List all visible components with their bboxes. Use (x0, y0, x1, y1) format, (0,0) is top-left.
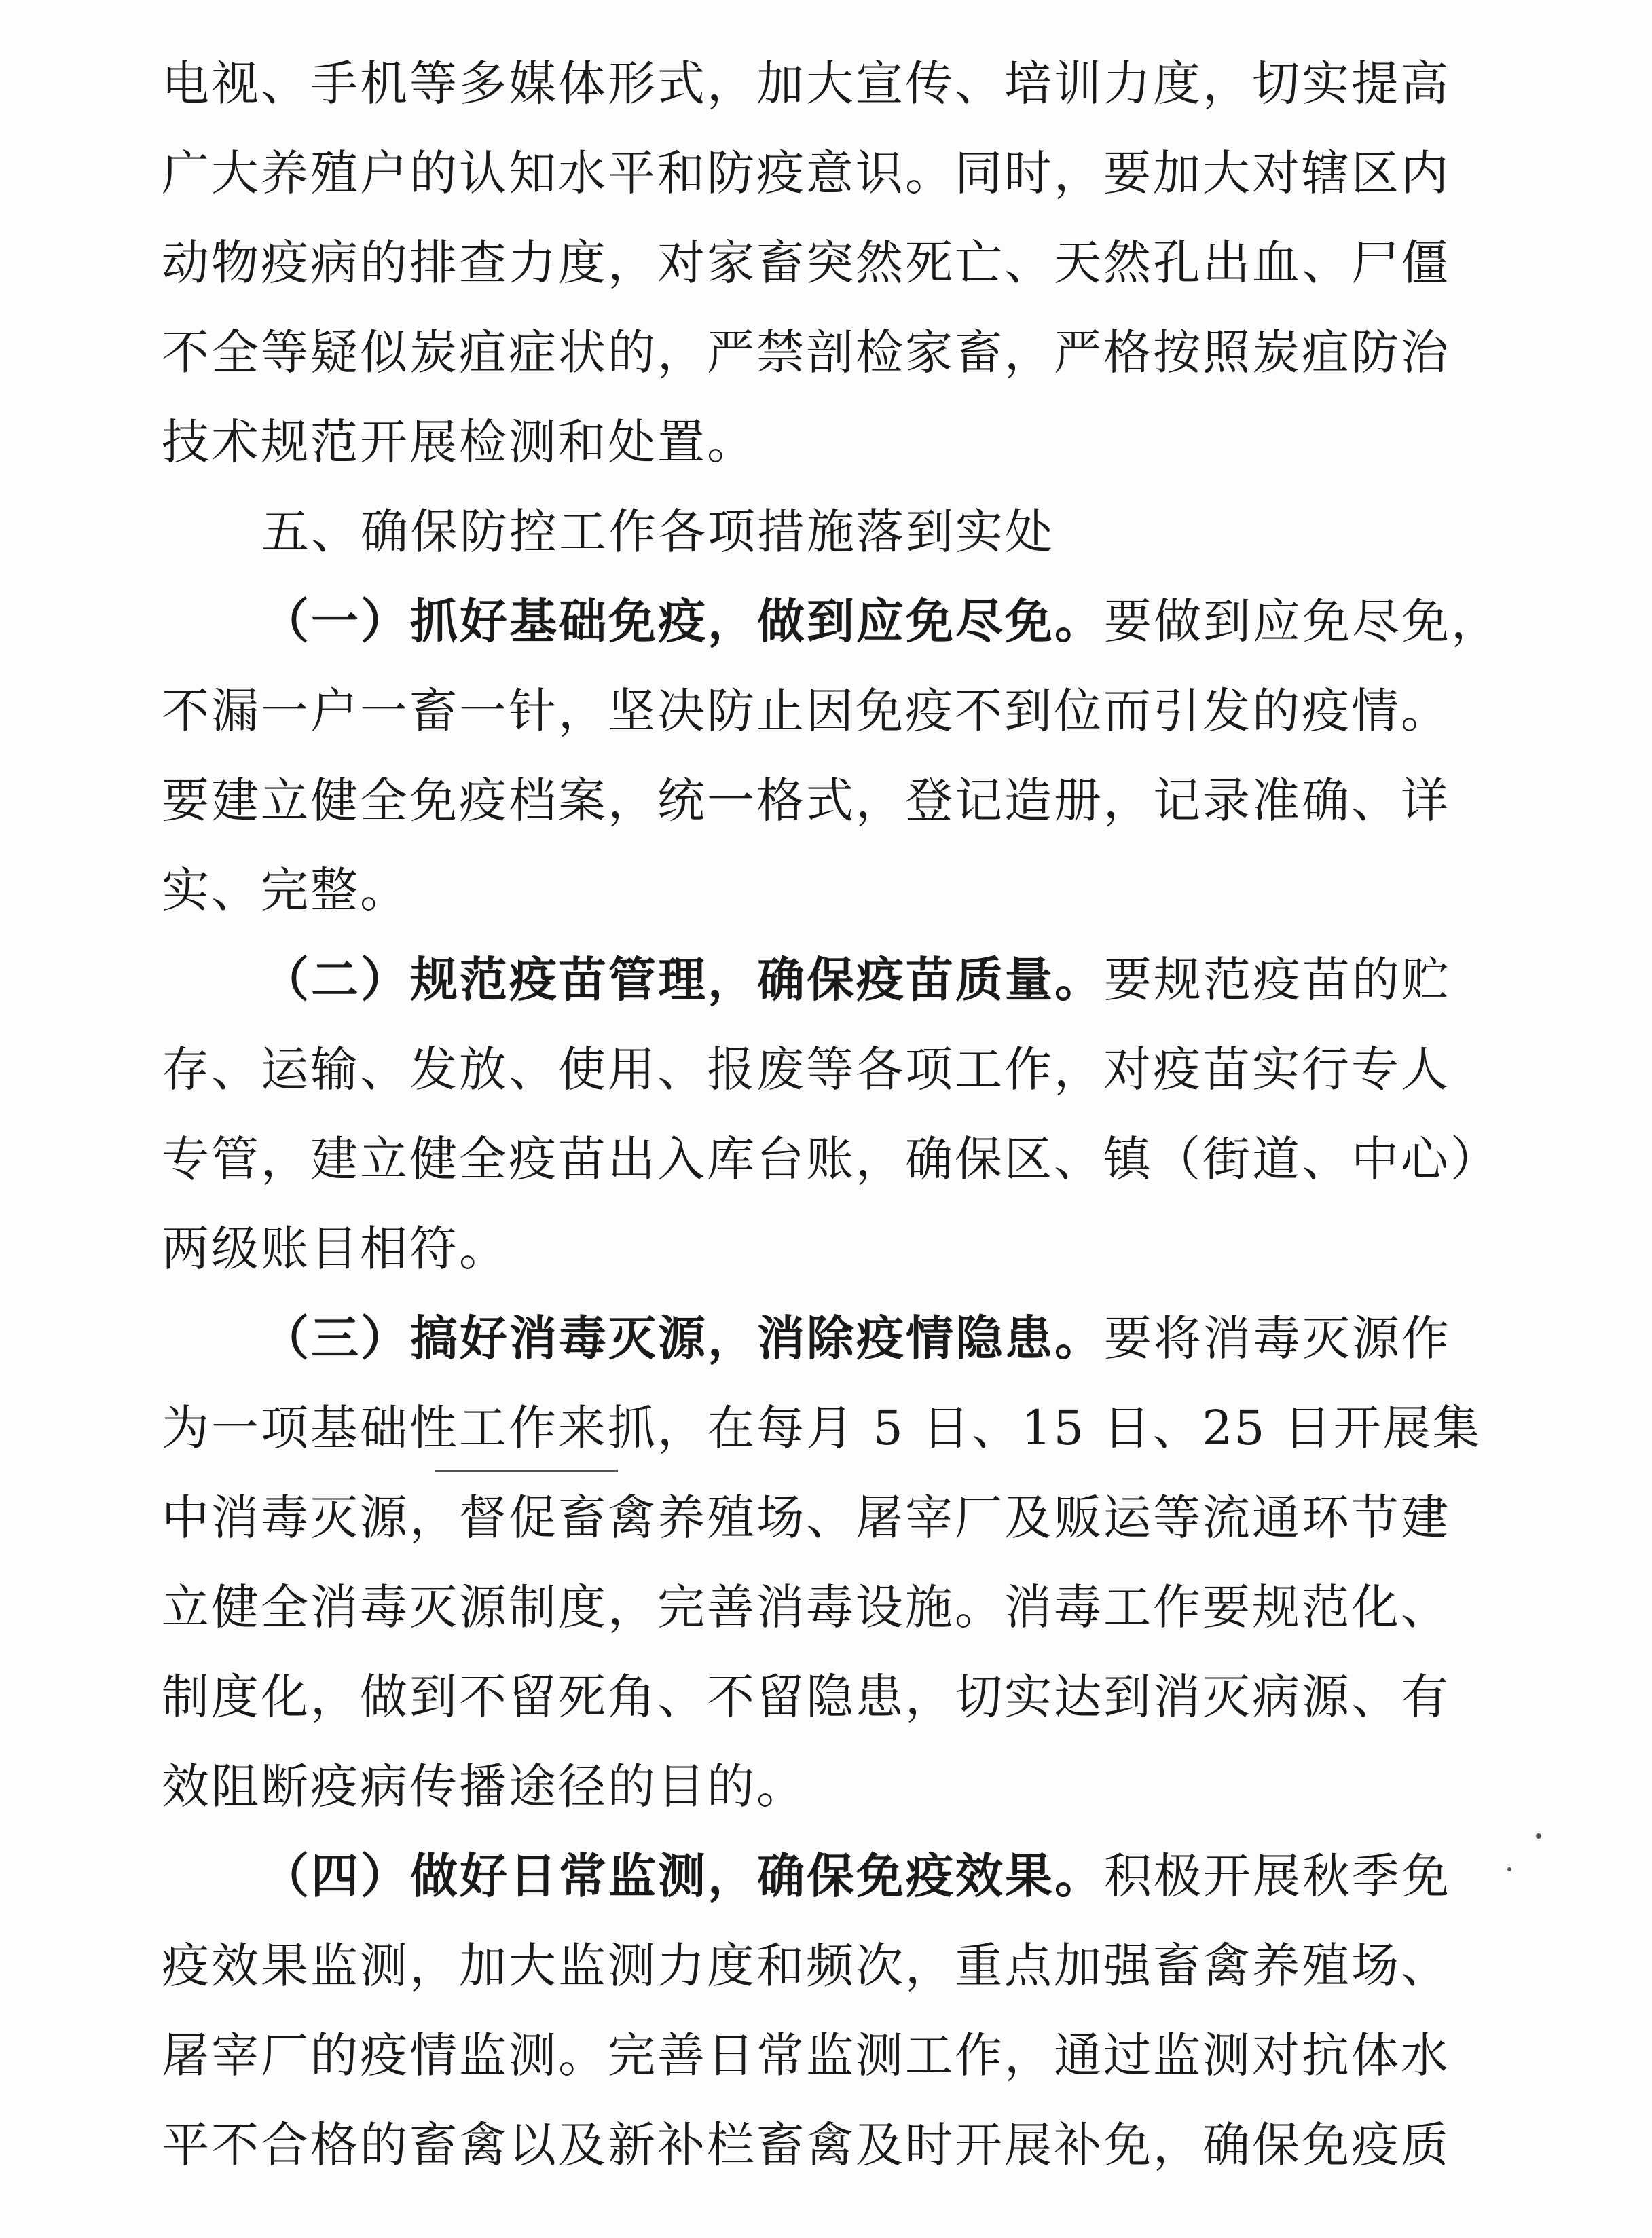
scan-artifact-dot (1507, 1867, 1511, 1871)
item-heading: （一）抓好基础免疫，做到应免尽免。 (261, 593, 1104, 649)
body-text-line: 两级账目相符。 (162, 1221, 509, 1277)
body-text-line: 疫效果监测，加大监测力度和频次，重点加强畜禽养殖场、 (162, 1938, 1450, 1994)
scan-artifact-line (435, 1470, 618, 1472)
item-first-line (261, 1846, 1451, 1907)
body-text-line: 技术规范开展检测和处置。 (162, 414, 756, 470)
item-first-line (261, 949, 1451, 1010)
body-text-line: 效阻断疫病传播途径的目的。 (162, 1759, 806, 1814)
item-text: 要将消毒灭源作 (1104, 1310, 1451, 1366)
scan-artifact-dot (1536, 1833, 1541, 1839)
item-text: 要规范疫苗的贮 (1104, 952, 1451, 1008)
item-text: 积极开展秋季免 (1104, 1848, 1451, 1904)
body-text-line: 电视、手机等多媒体形式，加大宣传、培训力度，切实提高 (162, 56, 1450, 111)
body-text-line: 不漏一户一畜一针，坚决防止因免疫不到位而引发的疫情。 (162, 683, 1450, 739)
item-text: 要做到应免尽免， (1104, 593, 1501, 649)
body-text-line: 存、运输、发放、使用、报废等各项工作，对疫苗实行专人 (162, 1042, 1450, 1097)
item-heading: （三）搞好消毒灭源，消除疫情隐患。 (261, 1310, 1104, 1366)
body-text-line: 平不合格的畜禽以及新补栏畜禽及时开展补免，确保免疫质 (162, 2117, 1450, 2173)
item-heading: （二）规范疫苗管理，确保疫苗质量。 (261, 951, 1104, 1008)
section-heading: 五、确保防控工作各项措施落到实处 (261, 504, 1054, 560)
body-text-line: 动物疫病的排查力度，对家畜突然死亡、天然孔出血、尸僵 (162, 235, 1450, 291)
body-text-line: 不全等疑似炭疽症状的，严禁剖检家畜，严格按照炭疽防治 (162, 325, 1450, 380)
item-heading: （四）做好日常监测，确保免疫效果。 (261, 1848, 1104, 1904)
body-text-line: 制度化，做到不留死角、不留隐患，切实达到消灭病源、有 (162, 1669, 1450, 1725)
body-text-line: 中消毒灭源，督促畜禽养殖场、屠宰厂及贩运等流通环节建 (162, 1490, 1450, 1545)
body-text-line: 广大养殖户的认知水平和防疫意识。同时，要加大对辖区内 (162, 145, 1450, 201)
body-text-line: 屠宰厂的疫情监测。完善日常监测工作，通过监测对抗体水 (162, 2028, 1450, 2083)
body-text-line: 立健全消毒灭源制度，完善消毒设施。消毒工作要规范化、 (162, 1579, 1450, 1635)
item-first-line (261, 1308, 1451, 1369)
body-text-line: 专管，建立健全疫苗出入库台账，确保区、镇（街道、中心） (162, 1131, 1500, 1187)
body-text-line: 为一项基础性工作来抓，在每月 5 日、15 日、25 日开展集 (162, 1400, 1482, 1456)
body-text-line: 实、完整。 (162, 862, 409, 918)
item-first-line (261, 591, 1501, 652)
body-text-line: 要建立健全免疫档案，统一格式，登记造册，记录准确、详 (162, 773, 1450, 828)
